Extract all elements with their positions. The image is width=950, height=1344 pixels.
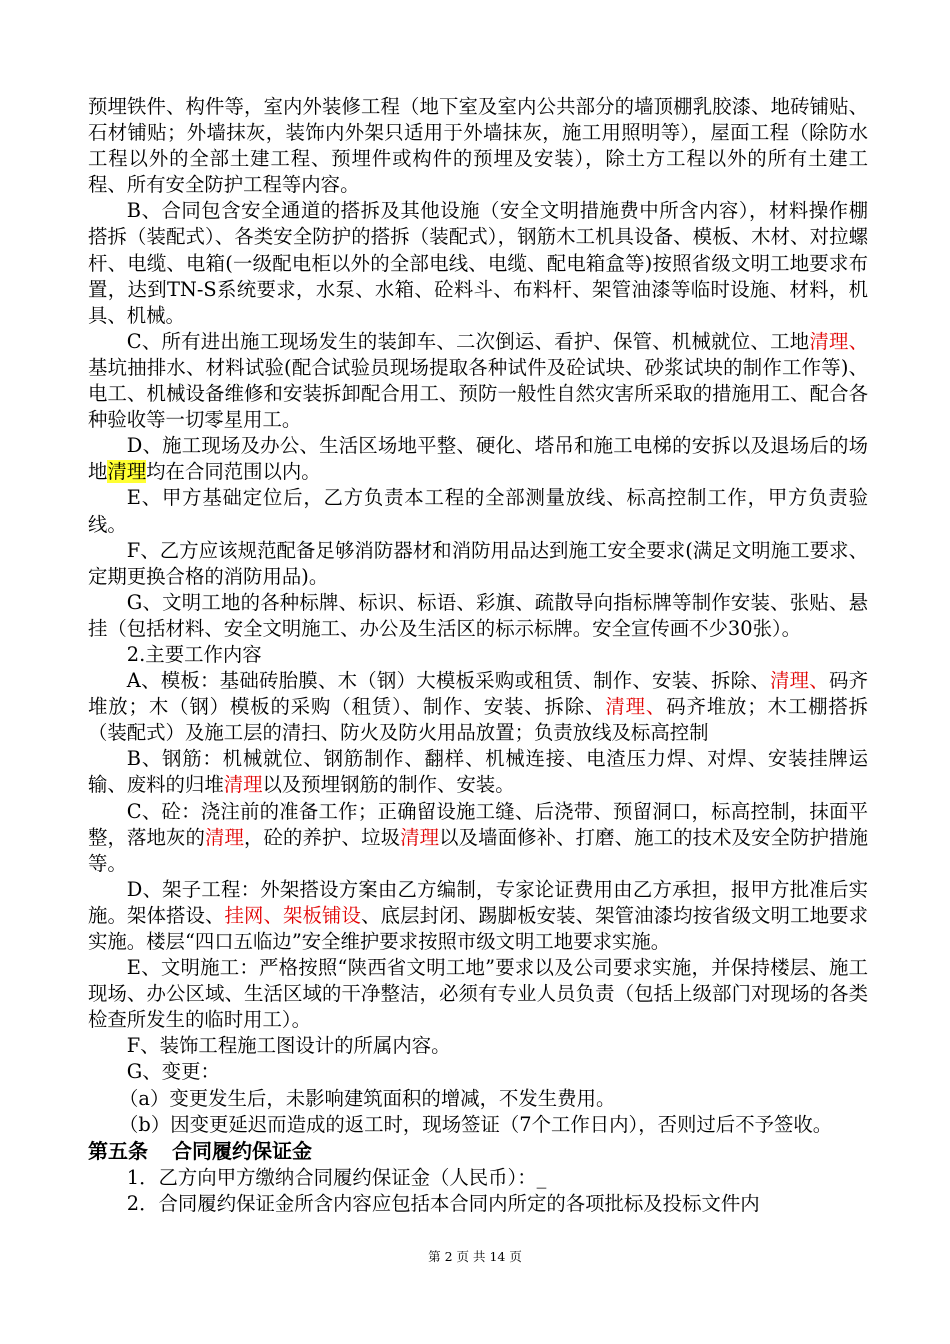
document-body	[88, 94, 868, 1217]
paragraph-change-a	[88, 1086, 868, 1112]
section-heading-article-5	[88, 1138, 868, 1165]
paragraph-text: B、钢筋：机械就位、钢筋制作、翻样、机械连接、电渣压力焊、对焊、安装挂牌运输、废料的归堆	[88, 747, 868, 797]
subheading-text: 2.主要工作内容	[126, 642, 262, 666]
paragraph-text: 预埋铁件、构件等，室内外装修工程（地下室及室内公共部分的墙顶棚乳胶漆、地砖铺贴、石材铺贴；外墙抹灰，装饰内外架只适用于外墙抹灰，施工用照明等），屋面工程（除防水工程以外的全部土建工程、预埋件或构件的预埋及安装），除土方工程以外的所有土建工程、所有安全防护工程等内容。	[88, 95, 868, 197]
paragraph-item-d	[88, 433, 868, 485]
paragraph-text: 、底层封闭、踢脚板安装、架管油漆均按省级文明工地要求实施。楼层“四口五临边”安全维护要求按照市级文明工地要求实施。	[88, 903, 869, 953]
paragraph-text: B、合同包含安全通道的搭拆及其他设施（安全文明措施费中所含内容），材料操作棚搭拆（装配式）、各类安全防护的搭拆（装配式），钢筋木工机具设备、模板、木材、对拉螺杆、电缆、电箱(一级配电柜以外的全部电线、电缆、配电箱盒等)按照省级文明工地要求布置，达到TN-S系统要求，水泵、水箱、砼料斗、布料杆、架管油漆等临时设施、材料，机具、机械。	[88, 199, 868, 327]
red-marked-text: 清理、	[809, 329, 868, 353]
paragraph-work-g	[88, 1059, 868, 1085]
paragraph-item-f	[88, 538, 868, 590]
paragraph-item-e	[88, 485, 868, 537]
paragraph-work-d	[88, 877, 868, 955]
red-marked-text: 挂网、架板铺设	[224, 903, 362, 927]
paragraph-scope-continued	[88, 94, 868, 198]
page-number: 第 2 页 共 14 页	[428, 1249, 522, 1264]
paragraph-work-e	[88, 955, 868, 1033]
paragraph-work-c	[88, 799, 868, 877]
paragraph-item-b	[88, 198, 868, 328]
red-marked-text: 清理	[205, 825, 245, 849]
paragraph-item-c	[88, 329, 868, 433]
paragraph-text: C、砼：浇注前的准备工作；正确留设施工缝、后浇带、预留洞口，标高控制，抹面平整，落地灰的	[88, 799, 868, 849]
paragraph-article5-item1	[88, 1165, 868, 1191]
highlighted-text: 清理	[107, 460, 147, 484]
paragraph-text: C、所有进出施工现场发生的装卸车、二次倒运、看护、保管、机械就位、工地	[126, 329, 810, 353]
subheading-main-work	[88, 642, 868, 668]
paragraph-work-a	[88, 668, 868, 746]
red-marked-text: 清理、	[605, 695, 667, 719]
paragraph-work-f	[88, 1033, 868, 1059]
paragraph-text: ，砼的养护、垃圾	[244, 825, 401, 849]
page-footer	[0, 1247, 950, 1265]
paragraph-text: （b）因变更延迟而造成的返工时，现场签证（7个工作日内），否则过后不予签收。	[119, 1112, 833, 1136]
paragraph-article5-item2	[88, 1191, 868, 1217]
paragraph-text: E、文明施工：严格按照“陕西省文明工地”要求以及公司要求实施，并保持楼层、施工现场、办公区域、生活区域的干净整洁，必须有专业人员负责（包括上级部门对现场的各类检查所发生的临时用工）。	[88, 956, 868, 1032]
paragraph-text: 基坑抽排水、材料试验(配合试验员现场提取各种试件及砼试块、砂浆试块的制作工作等)、电工、机械设备维修和安装拆卸配合用工、预防一般性自然灾害所采取的措施用工、配合各种验收等一切零星用工。	[88, 355, 868, 432]
paragraph-text: F、装饰工程施工图设计的所属内容。	[126, 1034, 451, 1058]
paragraph-text: D、施工现场及办公、生活区场地平整、硬化、塔吊和施工电梯的安拆以及退场后的场地	[88, 434, 868, 484]
paragraph-text: 码齐堆放；木工棚搭拆（装配式）及施工层的清扫、防火及防火用品放置；负责放线及标高控制	[88, 695, 869, 745]
section-title: 合同履约保证金	[172, 1138, 312, 1163]
paragraph-text: F、乙方应该规范配备足够消防器材和消防用品达到施工安全要求(满足文明施工要求、定期更换合格的消防用品)。	[88, 538, 868, 588]
paragraph-text: G、文明工地的各种标牌、标识、标语、彩旗、疏散导向指标牌等制作安装、张贴、悬挂（包括材料、安全文明施工、办公及生活区的标示标牌。安全宣传画不少30张）。	[88, 590, 868, 640]
paragraph-change-b	[88, 1112, 868, 1138]
red-marked-text: 清理、	[769, 669, 829, 693]
paragraph-text: 2．合同履约保证金所含内容应包括本合同内所定的各项批标及投标文件内	[126, 1191, 760, 1215]
paragraph-text: E、甲方基础定位后，乙方负责本工程的全部测量放线、标高控制工作，甲方负责验线。	[88, 486, 868, 536]
paragraph-text: （a）变更发生后，未影响建筑面积的增减，不发生费用。	[119, 1086, 616, 1110]
paragraph-text: 以及墙面修补、打磨、施工的技术及安全防护措施等。	[88, 825, 869, 875]
paragraph-text: D、架子工程：外架搭设方案由乙方编制，专家论证费用由乙方承担，报甲方批准后实施。架体搭设、	[88, 877, 868, 927]
paragraph-text: 均在合同范围以内。	[146, 460, 321, 484]
paragraph-work-b	[88, 746, 868, 798]
paragraph-text: A、模板：基础砖胎膜、木（钢）大模板采购或租赁、制作、安装、拆除、	[126, 669, 770, 693]
paragraph-text: G、变更：	[126, 1060, 220, 1084]
paragraph-item-g	[88, 590, 868, 642]
red-marked-text: 清理	[223, 773, 263, 797]
section-number: 第五条	[88, 1138, 148, 1163]
paragraph-text: 以及预埋钢筋的制作、安装。	[262, 773, 515, 797]
red-marked-text: 清理	[400, 825, 440, 849]
paragraph-text: 1．乙方向甲方缴纳合同履约保证金（人民币）：_	[126, 1165, 547, 1189]
paragraph-text: 码齐堆放；木（钢）模板的采购（租赁）、制作、安装、拆除、	[88, 669, 868, 719]
